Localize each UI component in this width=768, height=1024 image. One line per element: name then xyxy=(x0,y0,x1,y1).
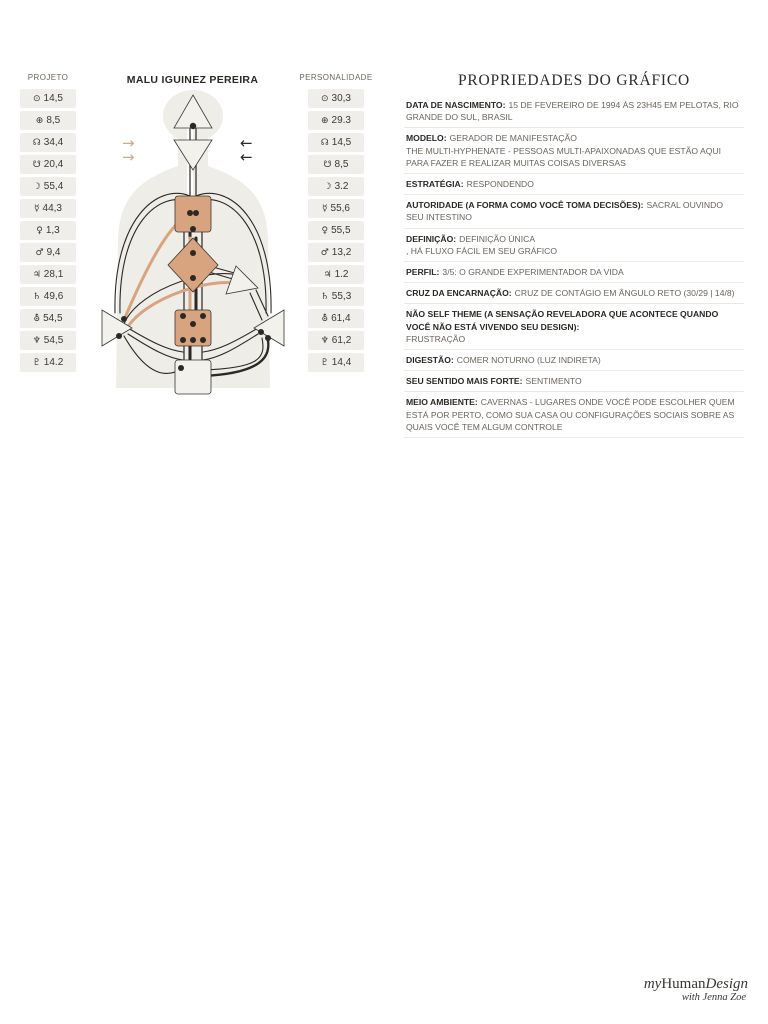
property-key: PERFIL: xyxy=(406,267,440,278)
planet-symbol-icon: ♃ xyxy=(323,269,332,280)
property-row xyxy=(404,286,744,304)
right-arrow-bottom: ← xyxy=(240,148,253,166)
left-arrow-bottom: → xyxy=(122,148,135,166)
planet-gate-value: 20,4 xyxy=(43,159,64,170)
personalidade-label: PERSONALIDADE xyxy=(299,73,373,82)
planet-activation xyxy=(308,89,364,108)
planet-gate-value: 14,5 xyxy=(43,93,63,104)
property-value: GERADOR DE MANIFESTAÇÃO xyxy=(449,133,577,144)
planet-gate-value: 55,4 xyxy=(43,181,64,192)
planet-gate-value: 13,2 xyxy=(331,247,352,258)
planet-symbol-icon: ☋ xyxy=(32,159,41,170)
property-row xyxy=(404,265,744,283)
planet-activation xyxy=(20,243,76,262)
planet-activation xyxy=(20,221,76,240)
property-row xyxy=(404,177,744,195)
planet-gate-value: 8,5 xyxy=(46,115,61,126)
planet-symbol-icon: ☿ xyxy=(34,203,40,214)
planet-symbol-icon: ☊ xyxy=(32,137,41,148)
planet-activation xyxy=(20,111,76,130)
right-arrow-top: ← xyxy=(240,134,253,152)
planet-gate-value: 28,1 xyxy=(43,269,64,280)
planet-gate-value: 9,4 xyxy=(46,247,61,258)
planet-gate-value: 3.2 xyxy=(334,181,349,192)
planet-symbol-icon: ☋ xyxy=(323,159,332,170)
planet-symbol-icon: ♀ xyxy=(36,225,43,236)
planet-activation xyxy=(308,243,364,262)
planet-gate-value: 55,3 xyxy=(331,291,352,302)
planet-symbol-icon: ♆ xyxy=(32,335,41,346)
planet-symbol-icon: ♇ xyxy=(32,357,41,368)
planet-symbol-icon: ☽ xyxy=(323,181,332,192)
planet-gate-value: 8,5 xyxy=(334,159,349,170)
planet-gate-value: 55,6 xyxy=(330,203,350,214)
planet-symbol-icon: ⊙ xyxy=(32,93,41,104)
property-value: SACRAL OUVINDO SEU INTESTINO xyxy=(406,200,724,223)
property-key: DEFINIÇÃO: xyxy=(406,233,457,244)
planet-symbol-icon: ☽ xyxy=(32,181,41,192)
planet-activation xyxy=(308,155,364,174)
planet-gate-value: 14,5 xyxy=(331,137,352,148)
planet-gate-value: 34,4 xyxy=(43,137,64,148)
planet-gate-value: 61,2 xyxy=(331,335,352,346)
property-key: NÃO SELF THEME (A SENSAÇÃO REVELADORA QUE ACONTECE QUANDO VOCÊ NÃO ESTÁ VIVENDO SEU DESIGN): xyxy=(406,309,719,332)
property-value-extra: , HÁ FLUXO FÁCIL EM SEU GRÁFICO xyxy=(406,245,558,256)
property-key: SEU SENTIDO MAIS FORTE: xyxy=(406,376,523,387)
planet-activation xyxy=(308,221,364,240)
chart-owner-name: MALU IGUINEZ PEREIRA xyxy=(126,74,259,86)
properties-title: PROPRIEDADES DO GRÁFICO xyxy=(458,72,690,89)
planet-symbol-icon: ⊕ xyxy=(35,115,44,126)
planet-gate-value: 29.3 xyxy=(331,115,351,126)
properties-list xyxy=(404,98,744,438)
property-value: DEFINIÇÃO ÚNICA xyxy=(459,233,536,244)
planet-activation xyxy=(308,353,364,372)
planet-activation xyxy=(20,353,76,372)
property-key: MODELO: xyxy=(406,133,447,144)
planet-symbol-icon: ♆ xyxy=(320,335,329,346)
planet-activation xyxy=(308,287,364,306)
left-arrow-top: → xyxy=(122,134,135,152)
property-key: DATA DE NASCIMENTO: xyxy=(406,100,506,110)
planet-gate-value: 54,5 xyxy=(43,335,64,346)
property-key: DIGESTÃO: xyxy=(406,355,454,366)
planet-gate-value: 54,5 xyxy=(43,313,63,324)
planet-gate-value: 61,4 xyxy=(331,313,351,324)
planet-symbol-icon: ⛢ xyxy=(33,313,41,324)
brand-logo xyxy=(644,976,748,1003)
planet-symbol-icon: ♂ xyxy=(320,247,329,258)
planet-symbol-icon: ⛢ xyxy=(321,313,329,324)
property-row xyxy=(404,374,744,392)
planet-activation xyxy=(20,265,76,284)
property-row xyxy=(404,198,744,228)
property-value: CRUZ DE CONTÁGIO EM ÂNGULO RETO (30/29 | 14/8) xyxy=(514,288,735,299)
planet-activation xyxy=(20,89,76,108)
property-row xyxy=(404,307,744,350)
planet-symbol-icon: ☿ xyxy=(322,203,328,214)
property-row xyxy=(404,353,744,371)
planet-gate-value: 44,3 xyxy=(42,203,62,214)
planet-symbol-icon: ♇ xyxy=(320,357,329,368)
brand-human: Human xyxy=(661,976,706,992)
planet-symbol-icon: ♄ xyxy=(32,291,41,302)
planet-activation xyxy=(20,155,76,174)
brand-title xyxy=(644,976,748,993)
bodygraph xyxy=(98,88,288,400)
planet-gate-value: 49,6 xyxy=(43,291,64,302)
planet-activation xyxy=(20,133,76,152)
planet-gate-value: 14,4 xyxy=(331,357,352,368)
planet-activation xyxy=(20,199,76,218)
property-value-extra: FRUSTRAÇÃO xyxy=(406,333,466,344)
brand-design: Design xyxy=(705,976,748,992)
property-value: 3/5: O GRANDE EXPERIMENTADOR DA VIDA xyxy=(442,267,624,278)
planet-symbol-icon: ♄ xyxy=(320,291,329,302)
planet-gate-value: 55,5 xyxy=(331,225,351,236)
planet-activation xyxy=(20,309,76,328)
property-value: CAVERNAS - LUGARES ONDE VOCÊ PODE ESCOLHER QUEM ESTÁ POR PERTO, COMO SUA CASA OU CONFIGURAÇÕES SOCIAIS SOBRE AS QUAIS VOCÊ TEM ALGUM CONTROLE xyxy=(406,397,735,432)
projeto-label: PROJETO xyxy=(27,73,69,82)
property-row xyxy=(404,232,744,262)
planet-gate-value: 30,3 xyxy=(331,93,351,104)
planet-activation xyxy=(20,287,76,306)
property-key: ESTRATÉGIA: xyxy=(406,179,464,190)
planet-gate-value: 1,3 xyxy=(45,225,60,236)
planet-activation xyxy=(308,199,364,218)
property-value: COMER NOTURNO (LUZ INDIRETA) xyxy=(456,355,601,366)
brand-my: my xyxy=(643,976,662,992)
property-row xyxy=(404,98,744,128)
property-key: AUTORIDADE (A FORMA COMO VOCÊ TOMA DECISÕES): xyxy=(406,200,644,211)
planet-activation xyxy=(20,331,76,350)
planet-symbol-icon: ♃ xyxy=(32,269,41,280)
planet-activation xyxy=(308,177,364,196)
property-value: 15 DE FEVEREIRO DE 1994 ÀS 23H45 EM PELOTAS, RIO GRANDE DO SUL, BRASIL xyxy=(406,100,739,123)
planet-symbol-icon: ♀ xyxy=(321,225,329,236)
property-row xyxy=(404,131,744,174)
property-value: SENTIMENTO xyxy=(525,376,582,387)
planet-activation xyxy=(308,133,364,152)
planet-activation xyxy=(308,111,364,130)
planet-activation xyxy=(308,265,364,284)
property-value-extra: THE MULTI-HYPHENATE - PESSOAS MULTI-APAIXONADAS QUE ESTÃO AQUI PARA FAZER E REALIZAR MUITAS COISAS DIVERSAS xyxy=(406,145,721,168)
planet-activation xyxy=(308,331,364,350)
planet-symbol-icon: ⊕ xyxy=(320,115,329,126)
planet-activation xyxy=(308,309,364,328)
brand-subtitle: with Jenna Zoe xyxy=(681,992,746,1003)
property-row xyxy=(404,395,744,438)
property-key: MEIO AMBIENTE: xyxy=(406,397,478,408)
property-key: CRUZ DA ENCARNAÇÃO: xyxy=(406,288,512,299)
planet-symbol-icon: ♂ xyxy=(35,247,44,258)
planet-symbol-icon: ⊙ xyxy=(320,93,329,104)
chart-properties xyxy=(404,72,744,441)
planet-activation xyxy=(20,177,76,196)
planet-gate-value: 1.2 xyxy=(334,269,349,280)
personalidade-planets xyxy=(308,89,364,375)
property-value: RESPONDENDO xyxy=(466,179,534,190)
projeto-planets xyxy=(20,89,76,375)
planet-symbol-icon: ☊ xyxy=(320,137,329,148)
planet-gate-value: 14.2 xyxy=(43,357,64,368)
